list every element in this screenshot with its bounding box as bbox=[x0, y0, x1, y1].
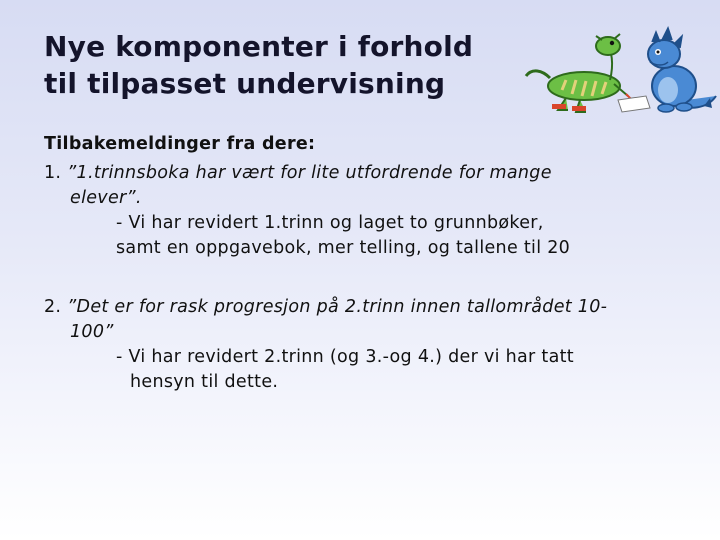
feedback-item-2 bbox=[44, 295, 704, 395]
item-1-quote-text-1: ”1.trinnsboka har vært for lite utfordrende for mange bbox=[67, 163, 552, 183]
item-2-quote-line-1 bbox=[44, 295, 704, 320]
item-1-answer-line-2: samt en oppgavebok, mer telling, og tallene til 20 bbox=[116, 238, 571, 258]
item-2-answer-line-1: - Vi har revidert 2.trinn (og 3.-og 4.) der vi har tatt bbox=[116, 347, 574, 367]
item-spacer bbox=[44, 261, 704, 295]
item-2-quote-text-1: ”Det er for rask progresjon på 2.trinn innen tallområdet 10- bbox=[67, 297, 608, 317]
item-1-quote-line-1 bbox=[44, 161, 704, 186]
item-2-answer-line-2: hensyn til dette. bbox=[130, 372, 279, 392]
item-1-quote-line-2: elever”. bbox=[70, 188, 142, 208]
item-2-quote-line-2: 100” bbox=[70, 322, 114, 342]
item-1-answer-line-1: - Vi har revidert 1.trinn og laget to grunnbøker, bbox=[116, 213, 544, 233]
item-2-number: 2. bbox=[44, 297, 62, 317]
feedback-item-1 bbox=[44, 161, 704, 261]
slide-title bbox=[44, 28, 524, 102]
item-1-number: 1. bbox=[44, 163, 62, 183]
slide-body bbox=[44, 132, 704, 395]
title-line-2: til tilpasset undervisning bbox=[44, 67, 446, 100]
blue-dragon-icon bbox=[648, 28, 716, 112]
title-line-1: Nye komponenter i forhold bbox=[44, 30, 474, 63]
feedback-heading: Tilbakemeldinger fra dere: bbox=[44, 134, 316, 154]
dragons-illustration bbox=[522, 24, 720, 116]
green-dragon-icon bbox=[526, 34, 650, 112]
